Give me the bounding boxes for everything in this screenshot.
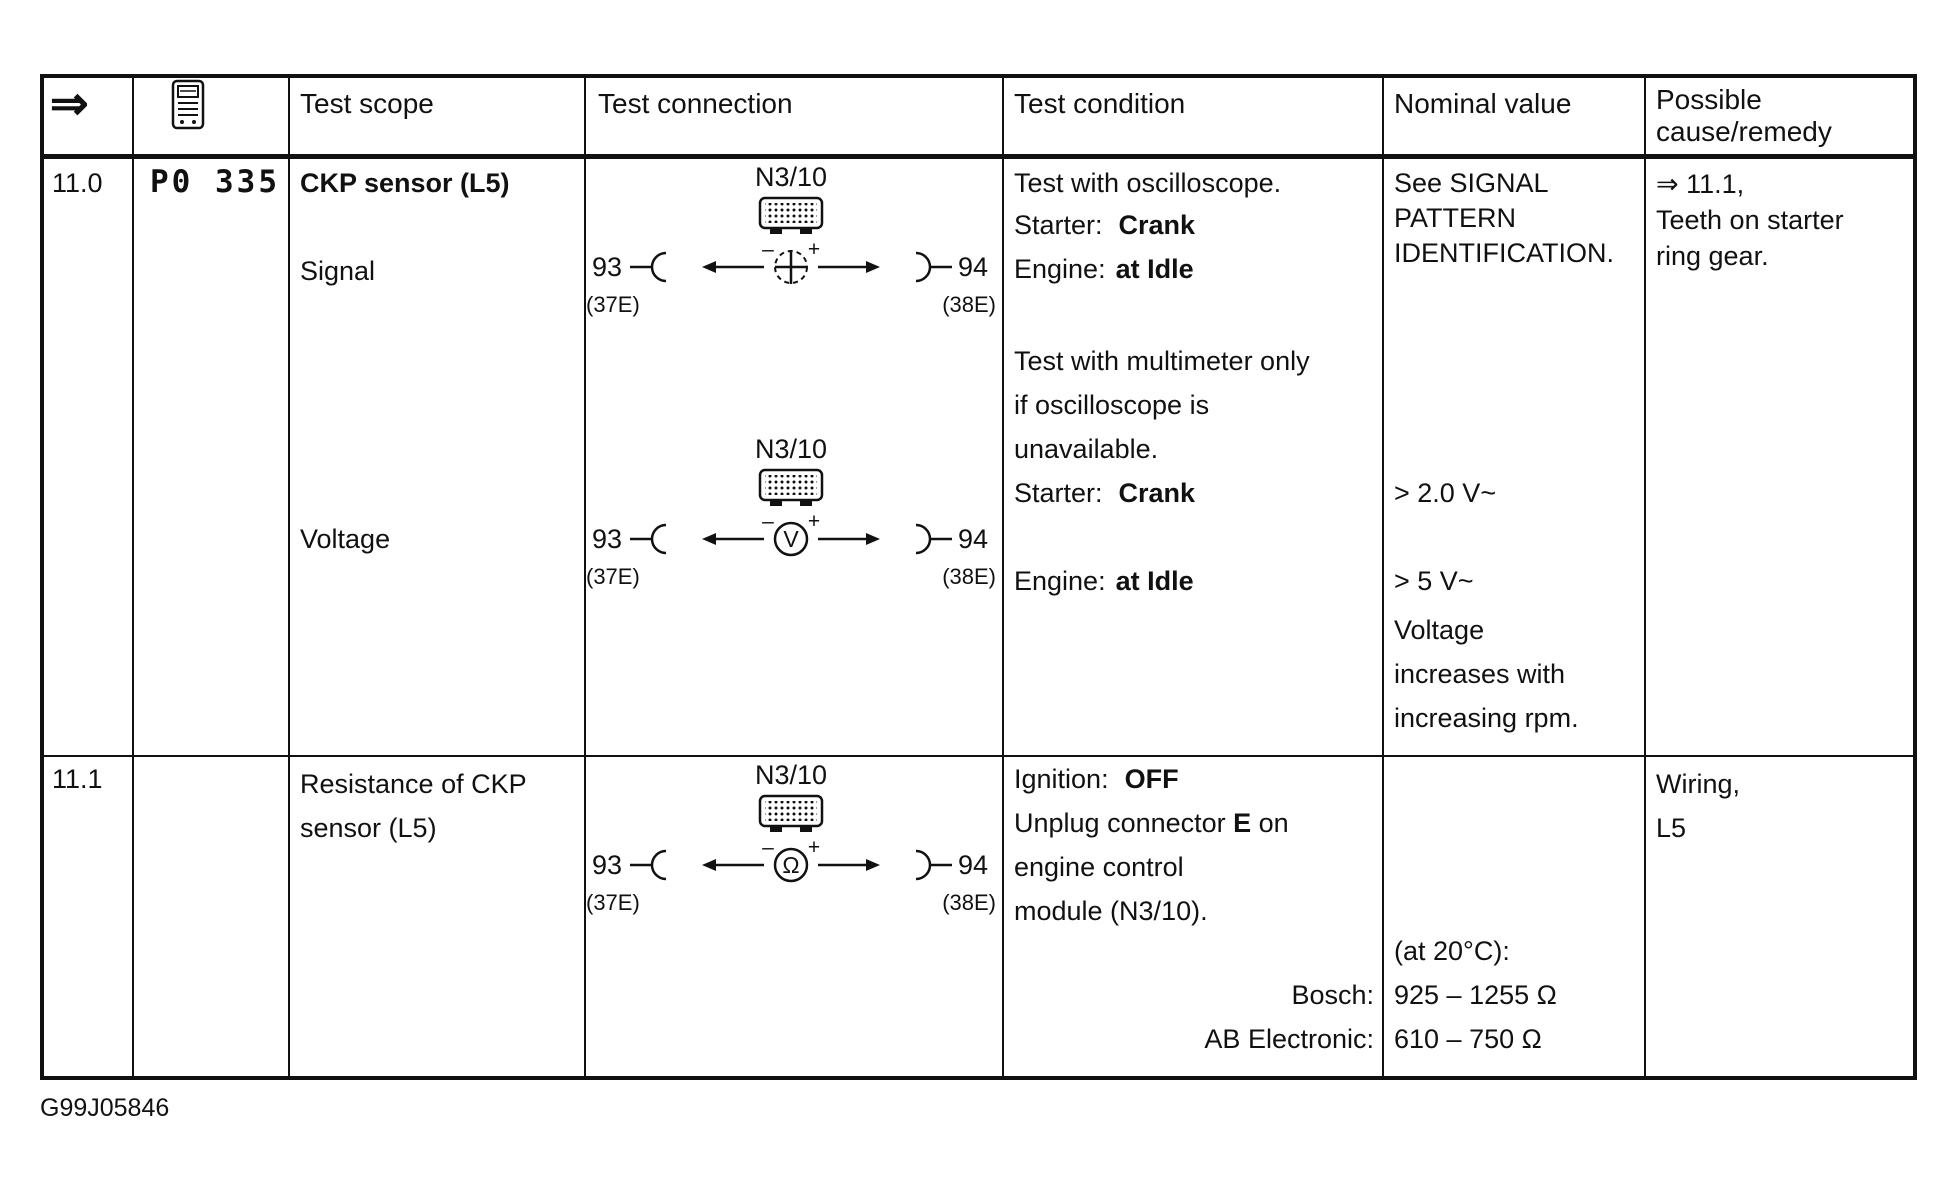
right-terminal-label: (38E): [942, 292, 996, 317]
cause-reference: ⇒ 11.1,: [1656, 169, 1745, 199]
module-label: N3/10: [754, 760, 828, 790]
scope-item-voltage: Voltage: [300, 524, 391, 554]
plus-polarity: +: [807, 836, 821, 859]
figure-code: G99J05846: [40, 1094, 170, 1122]
column-header-test-scope: Test scope: [300, 88, 434, 119]
left-terminal-label: (37E): [586, 890, 640, 915]
right-terminal-label: (38E): [942, 564, 996, 589]
right-terminal-label: (38E): [942, 890, 996, 915]
column-header-test-connection: Test connection: [598, 88, 793, 119]
condition-label: Starter:: [1014, 210, 1103, 240]
header-divider: [40, 154, 1917, 159]
nominal-line: Voltage: [1394, 615, 1485, 645]
nominal-note: [1394, 608, 1579, 740]
condition-value: at Idle: [1115, 254, 1194, 284]
test-step-number: 11.1: [52, 764, 103, 794]
test-connection-diagram-resistance: [586, 758, 996, 916]
minus-polarity: –: [762, 510, 774, 533]
condition-line: Test with multimeter only: [1014, 346, 1310, 376]
minus-polarity: –: [762, 238, 774, 261]
column-header-possible-cause: [1656, 84, 1832, 148]
connector-icon: [756, 468, 826, 508]
test-step-number: 11.0: [52, 168, 103, 198]
minus-polarity: –: [762, 836, 774, 859]
plus-polarity: +: [807, 238, 821, 261]
condition-engine-line: [1014, 564, 1194, 598]
connector-icon: [756, 794, 826, 834]
cause-line: Wiring,: [1656, 769, 1741, 799]
nominal-line: PATTERN: [1394, 203, 1517, 233]
left-terminal-label: (37E): [586, 564, 640, 589]
condition-line: unavailable.: [1014, 434, 1159, 464]
test-connection-diagram-signal: [586, 160, 996, 318]
nominal-crank-value: > 2.0 V~: [1394, 478, 1497, 508]
terminal-row: [586, 890, 996, 916]
column-header-nominal-value: Nominal value: [1394, 88, 1572, 119]
condition-line: if oscilloscope is: [1014, 390, 1210, 420]
probe-socket-icon: [916, 851, 930, 879]
condition-line: engine control: [1014, 852, 1184, 882]
condition-value: Crank: [1118, 210, 1196, 240]
oscilloscope-icon: [775, 250, 807, 284]
scope-line: sensor (L5): [300, 813, 437, 843]
test-connection-diagram-voltage: [586, 432, 996, 590]
manufacturer-label-bosch: Bosch:: [1291, 980, 1374, 1010]
column-divider: [1382, 74, 1384, 1080]
condition-label: Engine:: [1014, 254, 1106, 284]
manufacturer-label-ab-electronic: AB Electronic:: [1204, 1024, 1374, 1054]
scope-title: CKP sensor (L5): [300, 168, 510, 198]
module-label: N3/10: [754, 162, 828, 192]
condition-value: OFF: [1124, 764, 1179, 794]
probe-socket-icon: [652, 525, 666, 553]
column-header-test-condition: Test condition: [1014, 88, 1186, 119]
column-divider: [1644, 74, 1646, 1080]
oscilloscope-connection-line: [586, 240, 996, 290]
nominal-line: increasing rpm.: [1394, 703, 1579, 733]
voltmeter-icon: [775, 523, 807, 555]
nominal-bosch-value: 925 – 1255 Ω: [1394, 980, 1557, 1010]
module-label: N3/10: [754, 434, 828, 464]
condition-text: Unplug connector: [1014, 808, 1234, 838]
condition-line: module (N3/10).: [1014, 896, 1208, 926]
column-header-possible-line1: Possible: [1656, 84, 1762, 115]
ohmmeter-icon: [775, 849, 807, 881]
nominal-line: increases with: [1394, 659, 1566, 689]
scope-title-block: [300, 762, 527, 850]
right-pin-label: 94: [958, 850, 989, 880]
condition-value: at Idle: [1115, 566, 1194, 596]
right-pin-label: 94: [958, 252, 989, 282]
column-divider: [1002, 74, 1004, 1080]
nominal-idle-value: > 5 V~: [1394, 566, 1474, 596]
svg-text:V: V: [783, 526, 799, 552]
cause-line: ring gear.: [1656, 241, 1769, 271]
ohmmeter-connection-line: [586, 838, 996, 888]
scope-item-signal: Signal: [300, 256, 376, 286]
possible-cause-block: [1656, 166, 1844, 274]
terminal-row: [586, 292, 996, 318]
condition-starter-line: [1014, 208, 1195, 242]
header-arrow-icon: ⇒: [50, 77, 89, 129]
row-divider: [40, 755, 1917, 757]
condition-ignition-line: [1014, 762, 1179, 796]
condition-line: [1014, 806, 1289, 840]
cause-line: L5: [1656, 813, 1687, 843]
probe-socket-icon: [916, 253, 930, 281]
column-divider: [288, 74, 290, 1080]
scope-line: Resistance of CKP: [300, 769, 527, 799]
condition-starter-line: [1014, 476, 1195, 510]
probe-socket-icon: [916, 525, 930, 553]
svg-text:Ω: Ω: [782, 852, 800, 878]
condition-label: Ignition:: [1014, 764, 1109, 794]
probe-socket-icon: [652, 851, 666, 879]
probe-socket-icon: [652, 253, 666, 281]
connector-designation: E: [1233, 808, 1252, 838]
left-pin-label: 93: [592, 252, 623, 282]
condition-label: Starter:: [1014, 478, 1103, 508]
dtc-code-display: P0 335: [150, 164, 280, 200]
condition-text: on: [1251, 808, 1289, 838]
right-pin-label: 94: [958, 524, 989, 554]
column-header-possible-line2: cause/remedy: [1656, 116, 1832, 147]
plus-polarity: +: [807, 510, 821, 533]
column-divider: [132, 74, 134, 1080]
nominal-line: See SIGNAL: [1394, 168, 1549, 198]
nominal-ab-value: 610 – 750 Ω: [1394, 1024, 1542, 1054]
voltmeter-connection-line: [586, 512, 996, 562]
possible-cause-block: [1656, 762, 1740, 850]
nominal-line: IDENTIFICATION.: [1394, 238, 1614, 268]
condition-label: Engine:: [1014, 566, 1106, 596]
terminal-row: [586, 564, 996, 590]
condition-line: Test with oscilloscope.: [1014, 168, 1282, 198]
condition-engine-line: [1014, 252, 1194, 286]
nominal-temperature-note: (at 20°C):: [1394, 936, 1510, 966]
condition-value: Crank: [1118, 478, 1196, 508]
multimeter-icon: [168, 78, 208, 132]
connector-icon: [756, 196, 826, 236]
left-pin-label: 93: [592, 850, 623, 880]
nominal-signal-reference: [1394, 166, 1614, 271]
cause-line: Teeth on starter: [1656, 205, 1844, 235]
left-pin-label: 93: [592, 524, 623, 554]
left-terminal-label: (37E): [586, 292, 640, 317]
